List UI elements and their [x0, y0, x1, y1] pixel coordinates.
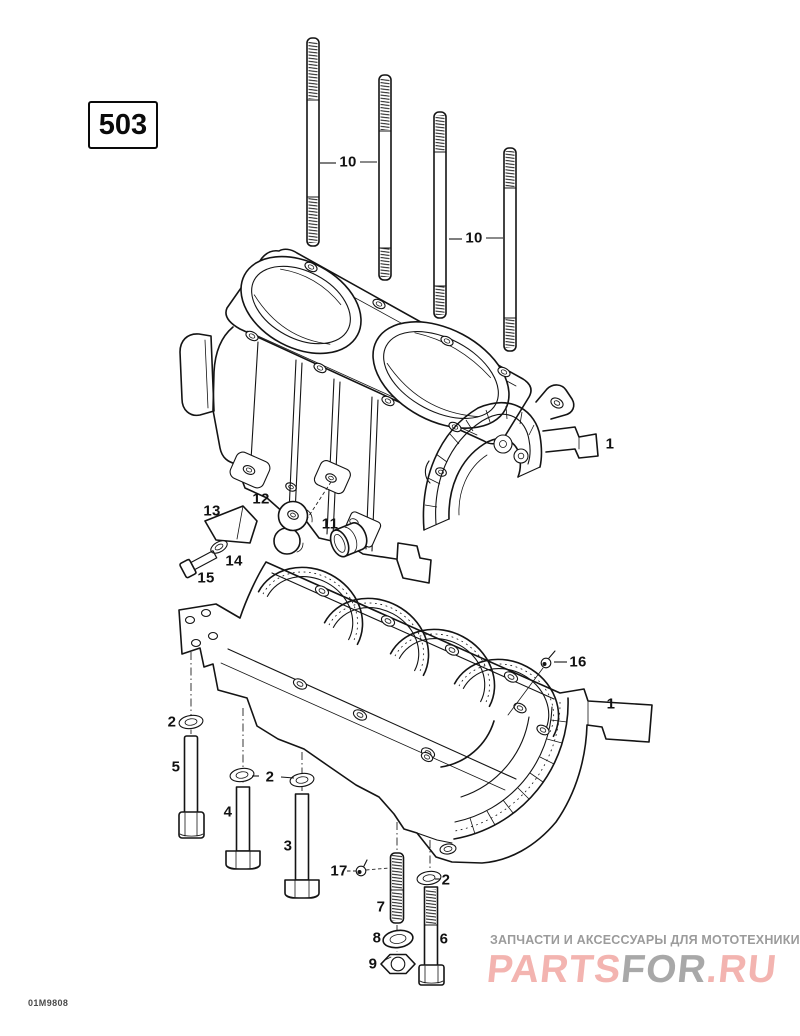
callout-8: 8	[372, 929, 382, 947]
watermark-logo	[485, 948, 779, 992]
callout-9: 9	[368, 955, 378, 973]
callout-2-c: 2	[441, 871, 451, 889]
pin-17	[347, 860, 389, 876]
callout-14: 14	[225, 552, 243, 570]
small-parts-group	[179, 482, 370, 578]
callout-13: 13	[203, 502, 221, 520]
model-badge	[88, 101, 158, 149]
bolt-5-drawing	[179, 736, 204, 838]
washer-8-drawing	[382, 928, 414, 949]
callout-11: 11	[321, 515, 339, 533]
callout-10-rear: 10	[465, 229, 483, 247]
callout-5: 5	[171, 758, 181, 776]
watermark-logo-ru: .RU	[704, 948, 780, 991]
callout-1-upper: 1	[605, 435, 615, 453]
callout-16: 16	[569, 653, 587, 671]
callout-12: 12	[252, 490, 270, 508]
nut-9-drawing	[381, 955, 415, 974]
drawing-number: 01M9808	[28, 998, 69, 1008]
callout-4: 4	[223, 803, 233, 821]
callout-1-lower: 1	[606, 695, 616, 713]
callout-3: 3	[283, 837, 293, 855]
callout-10-front: 10	[339, 153, 357, 171]
callout-2-a: 2	[167, 713, 177, 731]
callout-17: 17	[330, 862, 348, 880]
model-code: 503	[98, 108, 148, 141]
watermark-tagline: ЗАПЧАСТИ И АКСЕССУАРЫ ДЛЯ МОТОТЕХНИКИ	[490, 933, 800, 947]
stud-7-drawing	[391, 853, 404, 923]
callout-7: 7	[376, 898, 386, 916]
watermark-logo-parts: PARTS	[484, 948, 624, 991]
bolt-4-drawing	[223, 787, 260, 869]
watermark-logo-for: FOR	[619, 948, 709, 991]
callout-6: 6	[439, 930, 449, 948]
callout-2-b: 2	[265, 768, 275, 786]
callout-15: 15	[197, 569, 215, 587]
